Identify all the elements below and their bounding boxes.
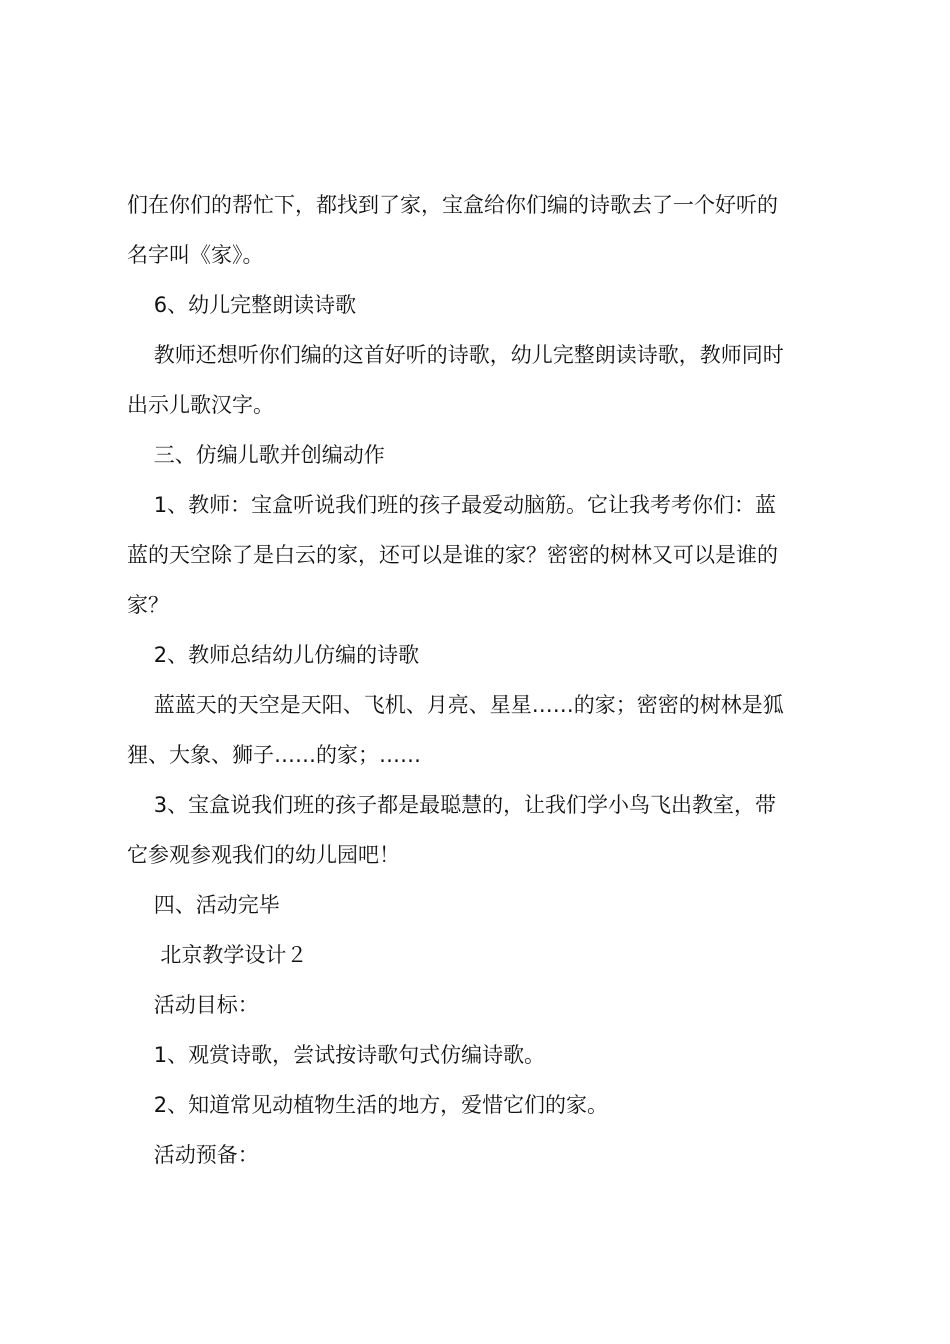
section-heading: 2、教师总结幼儿仿编的诗歌 (127, 643, 420, 667)
list-item: 1、观赏诗歌，尝试按诗歌句式仿编诗歌。 (127, 1043, 546, 1067)
section-heading: 6、幼儿完整朗读诗歌 (127, 293, 357, 317)
paragraph-line: 教师还想听你们编的这首好听的诗歌，幼儿完整朗读诗歌，教师同时 (127, 343, 784, 367)
section-heading: 活动目标： (127, 993, 259, 1017)
paragraph-line: 们在你们的帮忙下，都找到了家，宝盒给你们编的诗歌去了一个好听的 (127, 193, 778, 217)
paragraph-line: 蓝的天空除了是白云的家，还可以是谁的家？密密的树林又可以是谁的 (127, 543, 778, 567)
paragraph-line: 3、宝盒说我们班的孩子都是最聪慧的，让我们学小鸟飞出教室，带 (127, 793, 777, 817)
section-heading: 四、活动完毕 (127, 893, 280, 917)
paragraph-line: 它参观参观我们的幼儿园吧！ (127, 843, 400, 867)
section-heading: 三、仿编儿歌并创编动作 (127, 443, 385, 467)
paragraph-line: 出示儿歌汉字。 (127, 393, 274, 417)
section-heading: 活动预备： (127, 1143, 259, 1167)
list-item: 2、知道常见动植物生活的地方，爱惜它们的家。 (127, 1093, 609, 1117)
paragraph-line: 狸、大象、狮子……的家；…… (127, 743, 421, 767)
paragraph-line: 蓝蓝天的天空是天阳、飞机、月亮、星星……的家；密密的树林是狐 (127, 693, 784, 717)
document-title: 北京教学设计２ (127, 943, 308, 967)
paragraph-line: 家？ (127, 593, 169, 617)
paragraph-line: 1、教师：宝盒听说我们班的孩子最爱动脑筋。它让我考考你们：蓝 (127, 493, 777, 517)
paragraph-line: 名字叫《家》。 (127, 243, 264, 267)
